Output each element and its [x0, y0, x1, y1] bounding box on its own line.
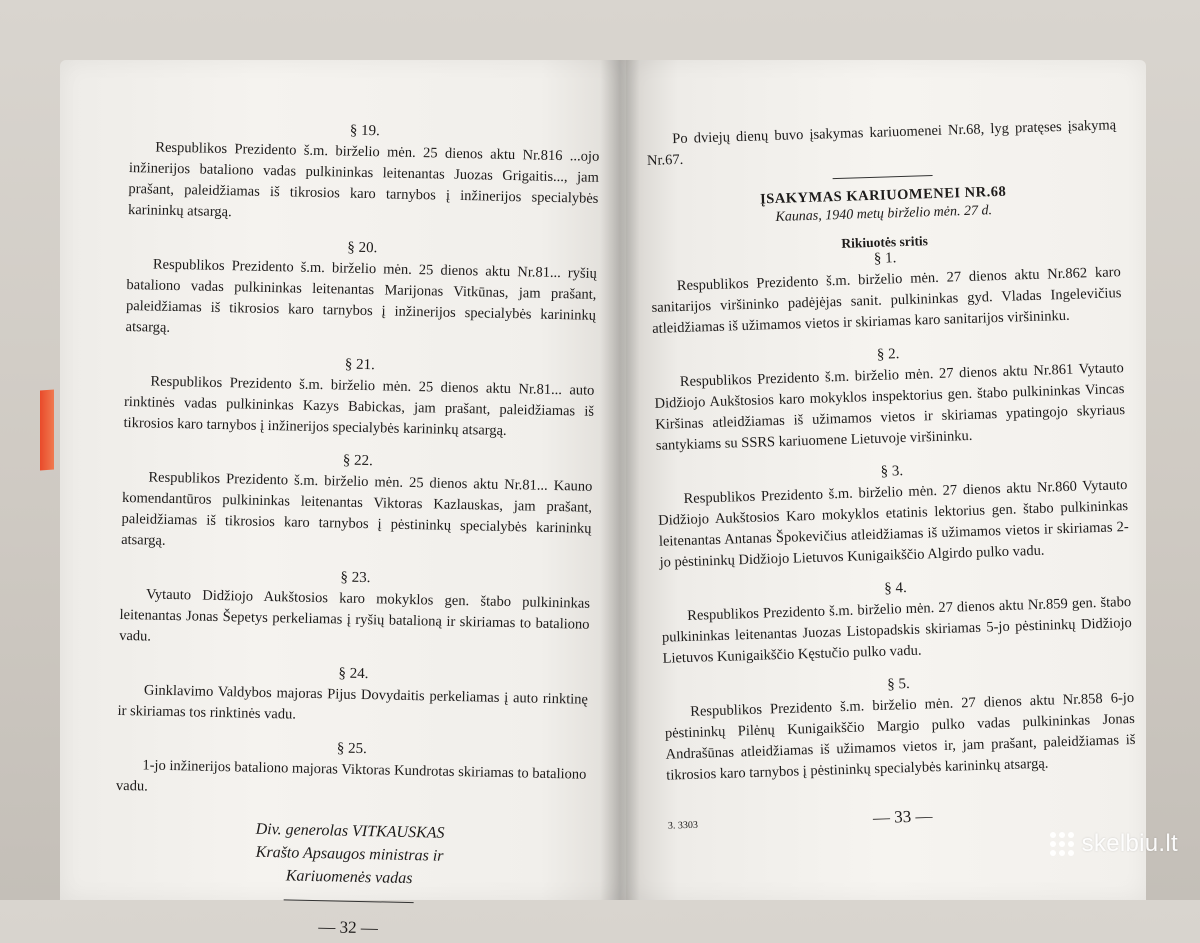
- watermark: [1050, 830, 1178, 858]
- section-text: Ginklavimo Valdybos majoras Pijus Dovydaitis perkeliamas į auto rinktinę ir skiriamas tos rinktinės vadu.: [117, 682, 589, 723]
- section-number: § 5.: [887, 675, 911, 693]
- section-19: [128, 118, 600, 231]
- section-21: [123, 352, 595, 444]
- section-4: [660, 573, 1132, 670]
- intro-paragraph: Po dviejų dienų buvo įsakymas kariuomenei Nr.68, lyg pratęses įsakymą Nr.67.: [646, 117, 1117, 169]
- section-heading: Rikiuotės sritis: [841, 233, 929, 251]
- right-page: [626, 60, 1146, 900]
- section-number: § 22.: [342, 452, 374, 470]
- section-number: § 1.: [873, 250, 897, 267]
- signature-line-name: Div. generolas VITKAUSKAS: [255, 820, 445, 842]
- section-text: Respublikos Prezidento š.m. birželio mėn. 25 dienos aktu Nr.81... auto rinktinės vadas pulkininkas Kazys Babickas, jam prašant, paleidžiamas iš tikrosios karo tarnybos į inžinerijos specialybės karininkų atsargą.: [123, 373, 595, 439]
- section-text: Respublikos Prezidento š.m. birželio mėn. 25 dienos aktu Nr.81... Kauno komendantūros pulkininkas leitenantas Viktoras Kazlauskas, jam prašant, paleidžiamas iš tikrosios karo tarnybos į pėstininkų specialybės karininkų atsargą.: [120, 469, 593, 549]
- section-number: § 23.: [340, 569, 371, 587]
- section-number: § 20.: [347, 239, 378, 257]
- watermark-text: skelbiu.lt: [1081, 830, 1178, 857]
- section-text: 1-jo inžinerijos bataliono majoras Viktoras Kundrotas skiriamas to bataliono vadu.: [115, 757, 587, 795]
- left-page-column: [113, 118, 600, 943]
- section-number: § 3.: [880, 463, 904, 480]
- signature-block: [114, 815, 585, 894]
- section-5: [663, 669, 1136, 787]
- left-page-number: — 32 —: [318, 917, 379, 938]
- section-text: Respublikos Prezidento š.m. birželio mėn. 27 dienos aktu Nr.860 Vytauto Didžiojo Aukštosios Karo mokyklos etatinis lektorius gen. štabo pulkininkas leitenantas Antanas Špokevičius atleidžiamas iš užimamos vietos ir skiriamas 2-jo pėstininkų Didžiojo Lietuvos Kunigaikščio Algirdo pulko vadu.: [658, 477, 1129, 571]
- section-3: [657, 456, 1130, 574]
- section-number: § 4.: [884, 580, 908, 597]
- section-2: [653, 339, 1126, 457]
- book-spine: [600, 60, 640, 900]
- signature-line-role: Kariuomenės vadas: [285, 867, 413, 888]
- red-cover-edge: [40, 390, 54, 471]
- section-number: § 19.: [349, 122, 380, 140]
- order-title: ĮSAKYMAS KARIUOMENEI NR.68: [759, 183, 1007, 208]
- section-20: [125, 235, 597, 348]
- section-23: [119, 565, 591, 657]
- signature-line-title: Krašto Apsaugos ministras ir: [255, 843, 444, 865]
- open-book: [40, 60, 1200, 938]
- section-1: [650, 243, 1122, 340]
- print-code: 3. 3303: [667, 819, 699, 832]
- right-page-number: — 33 —: [872, 806, 933, 828]
- section-number: § 25.: [336, 740, 368, 758]
- section-text: Vytauto Didžiojo Aukštosios karo mokyklos gen. štabo pulkininkas leitenantas Jonas Šepetys perkeliamas į ryšių batalioną ir skiriamas to bataliono vadu.: [118, 586, 591, 645]
- section-22: [121, 448, 593, 561]
- section-text: Respublikos Prezidento š.m. birželio mėn. 27 dienos aktu Nr.861 Vytauto Didžiojo Aukštosios karo mokyklos inspektorius gen. štabo pulkininkas Vincas Kiršinas atleidžiamas iš užimamos vietos ir skiriamas ypatingojo skyriaus santykiams su SSRS kariuomene Lietuvoje viršininku.: [654, 360, 1126, 454]
- section-number: § 2.: [876, 346, 900, 363]
- section-text: Respublikos Prezidento š.m. birželio mėn. 27 dienos aktu Nr.858 6-jo pėstininkų Pilėnų Kunigaikščio Margio pulko vadas pulkininkas Jonas Andrašūnas atleidžiamas iš užimamos vietos ir, jam prašant, paleidžiamas iš tikrosios karo tarnybos į pėstininkų specialybės karininkų atsargą.: [664, 689, 1136, 784]
- section-text: Respublikos Prezidento š.m. birželio mėn. 27 dienos aktu Nr.859 gen. štabo pulkininkas leitenantas Juozas Listopadskis skiriamas 5-jo pėstininkų Didžiojo Lietuvos Kunigaikščio Kęstučio pulko vadu.: [661, 594, 1132, 667]
- section-text: Respublikos Prezidento š.m. birželio mėn. 25 dienos aktu Nr.816 ...ojo inžinerijos bataliono vadas pulkininkas leitenantas Juozas Grigaitis..., jam prašant, paleidžiamas iš tikrosios karo tarnybos į inžinerijos specialybės karininkų atsargą.: [127, 139, 600, 221]
- right-page-column: [646, 115, 1138, 838]
- section-text: Respublikos Prezidento š.m. birželio mėn. 27 dienos aktu Nr.862 karo sanitarijos viršininko padėjėjas sanit. pulkininkas gyd. Vladas Ingelevičius atleidžiamas iš užimamos vietos ir skiriamas karo sanitarijos viršininku.: [651, 264, 1122, 337]
- section-number: § 24.: [338, 665, 369, 683]
- dots-logo-icon: [1050, 832, 1074, 856]
- section-number: § 21.: [344, 356, 376, 374]
- left-page: [60, 60, 626, 938]
- intro-divider: [833, 175, 933, 179]
- section-text: Respublikos Prezidento š.m. birželio mėn. 25 dienos aktu Nr.81... ryšių bataliono vadas pulkininkas leitenantas Marijonas Vitkūnas, jam prašant, paleidžiamas iš tikrosios karo tarnybos į inžinerijos specialybės karininkų atsargą.: [125, 256, 598, 336]
- section-24: [117, 661, 588, 732]
- order-subtitle: Kaunas, 1940 metų birželio mėn. 27 d.: [775, 203, 993, 225]
- section-25: [116, 736, 587, 807]
